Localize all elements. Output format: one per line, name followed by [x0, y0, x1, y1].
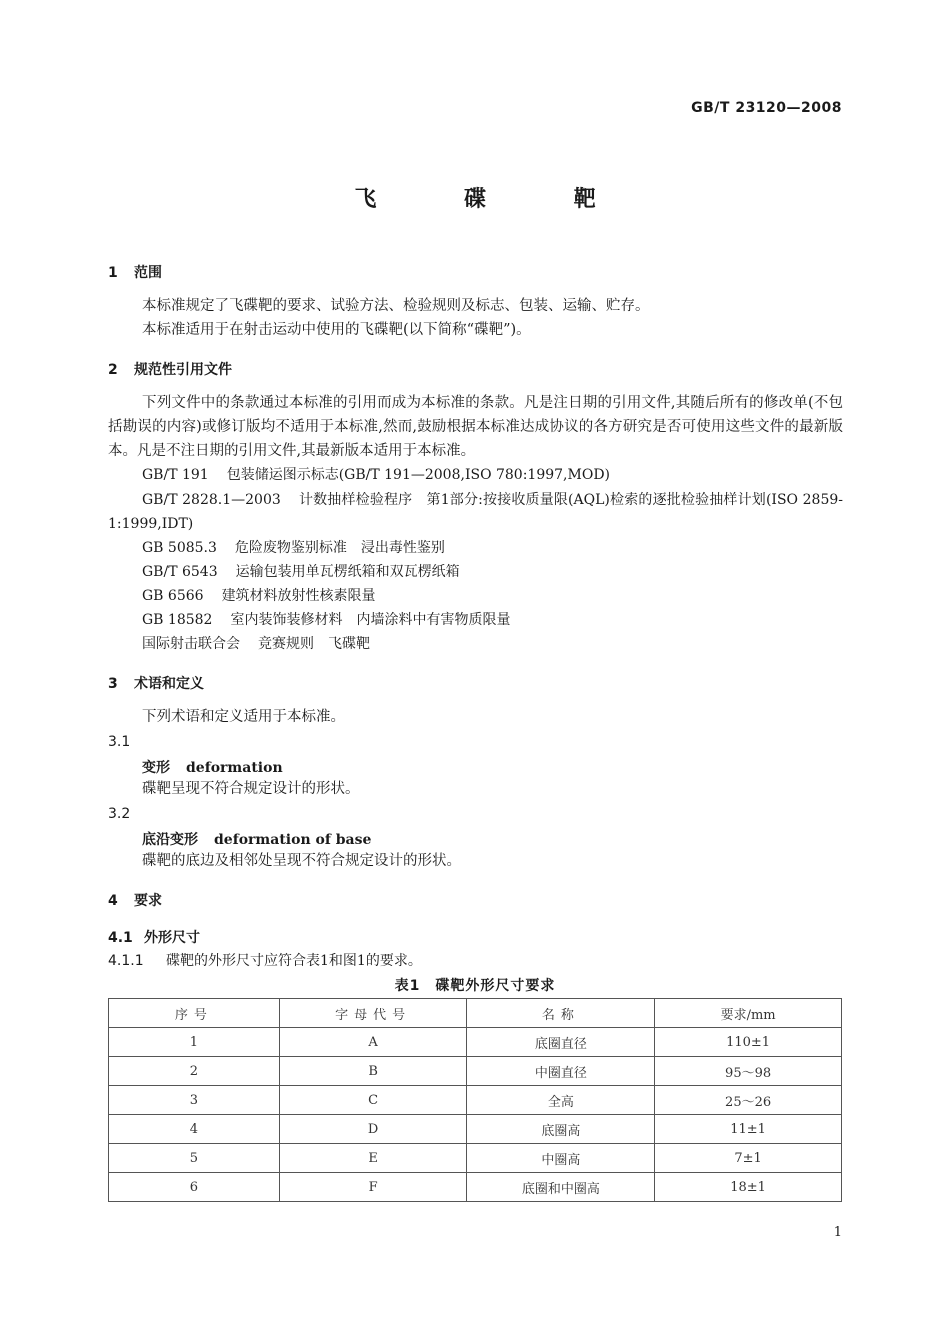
paragraph: 下列术语和定义适用于本标准。: [142, 709, 345, 725]
reference-code: GB/T 191: [142, 467, 209, 483]
section-number: 2: [108, 362, 118, 378]
column-header-letter-code: 字母代号: [279, 999, 467, 1028]
reference-title: 包装储运图示标志(GB/T 191—2008,ISO 780:1997,MOD): [226, 467, 611, 483]
table-cell: 全高: [467, 1086, 655, 1115]
document-code: GB/T 23120—2008: [691, 100, 842, 116]
reference-title: 计数抽样检验程序 第1部分:按接收质量限(AQL)检索的逐批检验抽样计划(ISO 2859-1:1999,IDT): [108, 492, 844, 532]
reference-item: [142, 633, 370, 653]
reference-code: GB 6566: [142, 588, 204, 604]
term-definition: 碟靶呈现不符合规定设计的形状。: [142, 781, 360, 797]
table-row: [109, 1144, 842, 1173]
table-cell: A: [279, 1028, 467, 1057]
subsection-heading: [108, 927, 200, 947]
clause-number: 4.1.1: [108, 953, 144, 969]
table-row: [109, 1173, 842, 1202]
section-number: 4: [108, 893, 118, 909]
page-number: 1: [833, 1225, 842, 1240]
section-1-heading: [108, 262, 162, 282]
term-heading: [142, 757, 283, 777]
table-cell: 25～26: [655, 1086, 842, 1115]
table-cell: 中圈高: [467, 1144, 655, 1173]
table-cell: 底圈直径: [467, 1028, 655, 1057]
table-cell: 底圈高: [467, 1115, 655, 1144]
page-title: 飞 碟 靶: [354, 186, 636, 212]
dimensions-table: [108, 998, 842, 1202]
subsection-number: 4.1: [108, 930, 133, 946]
reference-title: 建筑材料放射性核素限量: [221, 588, 376, 604]
table-cell: D: [279, 1115, 467, 1144]
table-cell: 1: [109, 1028, 280, 1057]
term-number: 3.2: [108, 806, 131, 822]
column-header-requirement: 要求/mm: [655, 999, 842, 1028]
table-cell: 4: [109, 1115, 280, 1144]
table-cell: 中圈直径: [467, 1057, 655, 1086]
table-cell: B: [279, 1057, 467, 1086]
paragraph: 本标准适用于在射击运动中使用的飞碟靶(以下简称“碟靶”)。: [142, 322, 531, 338]
column-header-index: 序号: [109, 999, 280, 1028]
reference-item: [142, 585, 376, 605]
paragraph-intro: 下列文件中的条款通过本标准的引用而成为本标准的条款。凡是注日期的引用文件,其随后所有的修改单(不包括勘误的内容)或修订版均不适用于本标准,然而,鼓励根据本标准达成协议的各方研究是否可使用这些文件的最新版本。凡是不注日期的引用文件,其最新版本适用于本标准。: [108, 395, 843, 459]
reference-item: [142, 537, 445, 557]
table-row: [109, 1086, 842, 1115]
table-cell: 底圈和中圈高: [467, 1173, 655, 1202]
table-cell: 95～98: [655, 1057, 842, 1086]
term-chinese: 底沿变形: [142, 832, 198, 848]
table-cell: 11±1: [655, 1115, 842, 1144]
term-heading: [142, 829, 371, 849]
section-title: 规范性引用文件: [134, 362, 232, 378]
paragraph: 本标准规定了飞碟靶的要求、试验方法、检验规则及标志、包装、运输、贮存。: [142, 298, 650, 314]
table-row: [109, 1057, 842, 1086]
table-cell: 18±1: [655, 1173, 842, 1202]
section-title: 术语和定义: [134, 676, 204, 692]
section-number: 3: [108, 676, 118, 692]
table-cell: 6: [109, 1173, 280, 1202]
table-header-row: [109, 999, 842, 1028]
reference-title: 危险废物鉴别标准 浸出毒性鉴别: [234, 540, 445, 556]
section-title: 要求: [134, 893, 162, 909]
reference-code: 国际射击联合会: [142, 636, 240, 652]
table-cell: 2: [109, 1057, 280, 1086]
reference-code: GB 18582: [142, 612, 213, 628]
clause-text: 碟靶的外形尺寸应符合表1和图1的要求。: [166, 953, 422, 969]
table-cell: F: [279, 1173, 467, 1202]
column-header-name: 名称: [467, 999, 655, 1028]
section-number: 1: [108, 265, 118, 281]
section-title: 范围: [134, 265, 162, 281]
reference-code: GB/T 6543: [142, 564, 218, 580]
term-chinese: 变形: [142, 760, 170, 776]
reference-item: [142, 464, 610, 484]
reference-title: 运输包装用单瓦楞纸箱和双瓦楞纸箱: [235, 564, 460, 580]
section-3-heading: [108, 673, 204, 693]
term-english: deformation of base: [214, 832, 372, 848]
term-english: deformation: [186, 760, 283, 776]
table-cell: 3: [109, 1086, 280, 1115]
reference-title: 室内装饰装修材料 内墙涂料中有害物质限量: [230, 612, 511, 628]
table-cell: C: [279, 1086, 467, 1115]
table-cell: E: [279, 1144, 467, 1173]
subsection-title: 外形尺寸: [144, 930, 200, 946]
table-row: [109, 1028, 842, 1057]
clause: [108, 950, 422, 970]
table-row: [109, 1115, 842, 1144]
reference-item: [142, 609, 510, 629]
section-4-heading: [108, 890, 162, 910]
section-2-heading: [108, 359, 232, 379]
reference-item: [142, 561, 460, 581]
table-cell: 110±1: [655, 1028, 842, 1057]
reference-code: GB/T 2828.1—2003: [142, 492, 281, 508]
reference-code: GB 5085.3: [142, 540, 217, 556]
term-definition: 碟靶的底边及相邻处呈现不符合规定设计的形状。: [142, 853, 461, 869]
reference-title: 竞赛规则 飞碟靶: [258, 636, 370, 652]
table-cell: 7±1: [655, 1144, 842, 1173]
table-cell: 5: [109, 1144, 280, 1173]
reference-item: [108, 488, 843, 536]
table-caption: 表1 碟靶外形尺寸要求: [394, 978, 556, 994]
term-number: 3.1: [108, 734, 131, 750]
